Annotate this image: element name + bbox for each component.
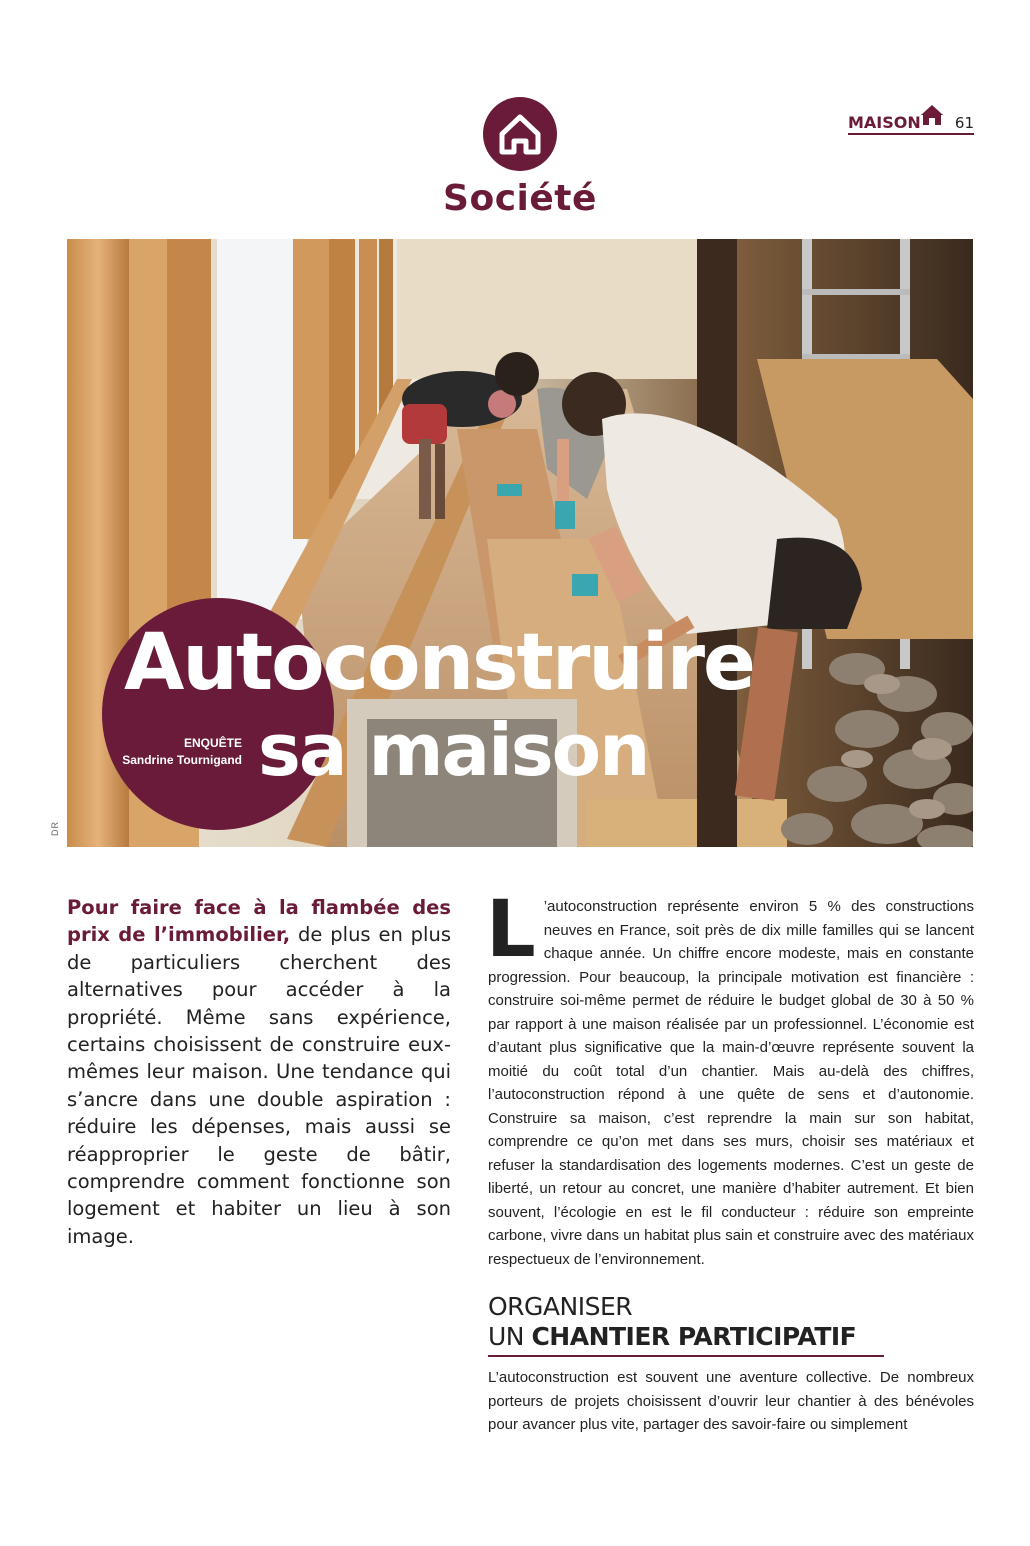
subhead-line-2-prefix: UN	[488, 1322, 532, 1351]
article-intro	[67, 894, 451, 1250]
section-house-icon	[483, 97, 557, 171]
article-title-line-2: sa maison	[258, 708, 649, 792]
drop-cap: L	[486, 885, 536, 975]
subhead-line-1: ORGANISER	[488, 1292, 633, 1321]
house-icon	[920, 104, 944, 126]
byline-author: Sandrine Tournigand	[122, 753, 242, 767]
rubric-underline	[848, 133, 974, 135]
byline-kicker: ENQUÊTE	[183, 736, 242, 750]
section-title: Société	[443, 178, 597, 219]
subhead-line-2-bold: CHANTIER PARTICIPATIF	[531, 1322, 857, 1351]
article-body-paragraph-1	[486, 885, 974, 1271]
subhead-underline	[488, 1355, 884, 1357]
intro-lead: Pour faire face à la flambée des prix de l’immobilier,	[67, 896, 451, 947]
rubric-label: MAISON	[848, 113, 921, 132]
article-subhead	[488, 1293, 974, 1353]
paragraph-1-text: ’autoconstruction représente environ 5 % des constructions neuves en France, soit près de dix mille familles qui se lancent chaque année. Un chiffre encore modeste, mais en constante progression. Pour beaucoup, la principale motivation est financière : construire soi-même permet de réduire le budget global de 30 à 50 % par rapport à une maison réalisée par un professionnel. L’économie est d’autant plus significative que la main-d’œuvre représente souvent la moitié du coût total d’un chantier. Mais au-delà des chiffres, l’autoconstruction répond à une quête de sens et d’autonomie. Construire sa maison, c’est reprendre la main sur son habitat, comprendre ce qu’on met dans ses murs, choisir ses matériaux et refuser la standardisation des logements modernes. C’est un geste de liberté, un retour au concret, une manière d’habiter autrement. Et bien souvent, l’écologie en est le fil conducteur : réduire son empreinte carbone, vivre dans un habitat plus sain et construire avec des matériaux respectueux de l’environnement.	[488, 898, 974, 1268]
running-header	[848, 104, 974, 138]
photo-credit: DR	[50, 821, 60, 836]
subhead-line-2	[488, 1321, 974, 1353]
byline	[102, 735, 242, 769]
intro-text: de plus en plus de particuliers cherchent des alternatives pour accéder à la propriété. Même sans expérience, certains choisissent de construire eux-mêmes leur maison. Une tendance qui s’ancre dans une double aspiration : réduire les dépenses, mais aussi se réapproprier le geste de bâtir, comprendre comment fonctionne son logement et habiter un lieu à son image.	[67, 923, 451, 1248]
page-number: 61	[954, 114, 974, 132]
article-title-line-1: Autoconstruire	[124, 618, 754, 708]
article-body-paragraph-2: L’autoconstruction est souvent une aventure collective. De nombreux porteurs de projets choisissent d’ouvrir leur chantier à des bénévoles pour avancer plus vite, partager des savoir-faire ou simplement	[488, 1369, 974, 1433]
